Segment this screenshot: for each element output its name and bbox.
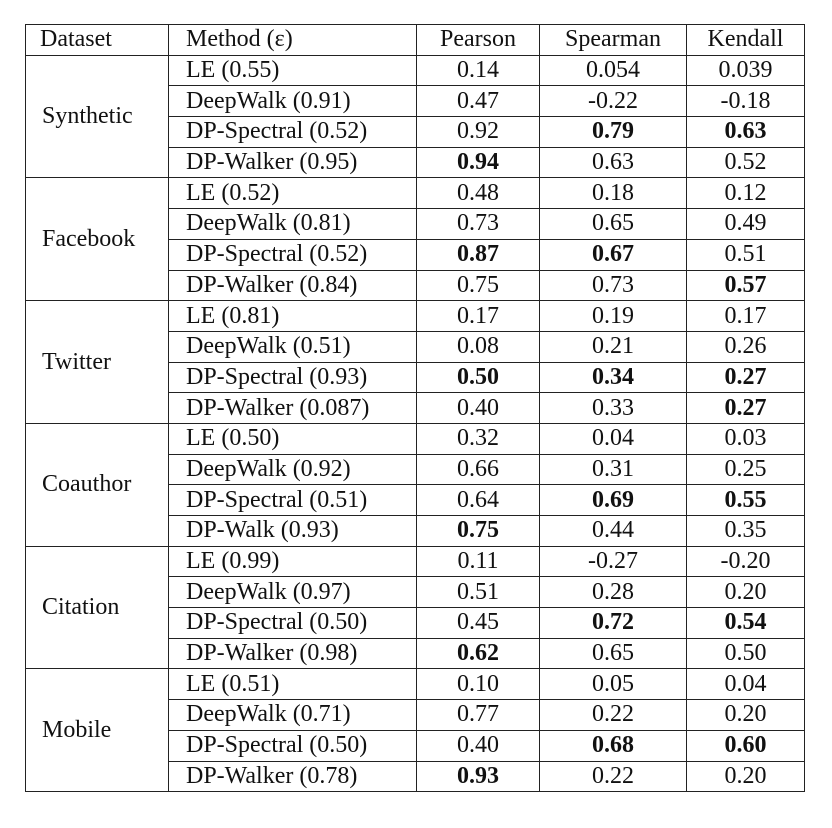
- dataset-cell: Twitter: [26, 301, 169, 424]
- spearman-cell: 0.34: [540, 362, 687, 393]
- kendall-cell: 0.63: [687, 117, 805, 148]
- spearman-cell: 0.68: [540, 730, 687, 761]
- kendall-cell: 0.49: [687, 209, 805, 240]
- method-cell: DP-Walker (0.95): [169, 147, 417, 178]
- kendall-cell: 0.35: [687, 516, 805, 547]
- method-cell: DP-Walk (0.93): [169, 516, 417, 547]
- dataset-cell: Citation: [26, 546, 169, 669]
- pearson-cell: 0.75: [417, 516, 540, 547]
- header-spearman: Spearman: [540, 25, 687, 56]
- kendall-cell: 0.039: [687, 55, 805, 86]
- method-cell: DeepWalk (0.81): [169, 209, 417, 240]
- dataset-cell: Coauthor: [26, 423, 169, 546]
- kendall-cell: -0.20: [687, 546, 805, 577]
- results-table-container: [25, 24, 805, 792]
- spearman-cell: 0.67: [540, 239, 687, 270]
- kendall-cell: 0.20: [687, 700, 805, 731]
- method-cell: DeepWalk (0.97): [169, 577, 417, 608]
- pearson-cell: 0.62: [417, 638, 540, 669]
- kendall-cell: 0.12: [687, 178, 805, 209]
- results-table: [25, 24, 805, 792]
- method-cell: DP-Walker (0.84): [169, 270, 417, 301]
- table-row: [26, 301, 805, 332]
- kendall-cell: 0.50: [687, 638, 805, 669]
- header-pearson: Pearson: [417, 25, 540, 56]
- spearman-cell: 0.63: [540, 147, 687, 178]
- pearson-cell: 0.73: [417, 209, 540, 240]
- table-body: [26, 55, 805, 792]
- spearman-cell: 0.22: [540, 761, 687, 792]
- method-cell: LE (0.99): [169, 546, 417, 577]
- spearman-cell: -0.27: [540, 546, 687, 577]
- header-method: Method (ε): [169, 25, 417, 56]
- spearman-cell: 0.31: [540, 454, 687, 485]
- method-cell: DeepWalk (0.92): [169, 454, 417, 485]
- method-cell: DeepWalk (0.51): [169, 331, 417, 362]
- spearman-cell: 0.65: [540, 209, 687, 240]
- spearman-cell: 0.04: [540, 423, 687, 454]
- spearman-cell: 0.79: [540, 117, 687, 148]
- pearson-cell: 0.50: [417, 362, 540, 393]
- pearson-cell: 0.51: [417, 577, 540, 608]
- spearman-cell: 0.18: [540, 178, 687, 209]
- pearson-cell: 0.75: [417, 270, 540, 301]
- method-cell: DP-Spectral (0.52): [169, 117, 417, 148]
- table-row: [26, 423, 805, 454]
- spearman-cell: 0.19: [540, 301, 687, 332]
- spearman-cell: 0.22: [540, 700, 687, 731]
- table-row: [26, 546, 805, 577]
- spearman-cell: 0.28: [540, 577, 687, 608]
- header-row: [26, 25, 805, 56]
- kendall-cell: 0.60: [687, 730, 805, 761]
- method-cell: DP-Walker (0.98): [169, 638, 417, 669]
- pearson-cell: 0.11: [417, 546, 540, 577]
- pearson-cell: 0.17: [417, 301, 540, 332]
- pearson-cell: 0.92: [417, 117, 540, 148]
- pearson-cell: 0.66: [417, 454, 540, 485]
- method-cell: LE (0.55): [169, 55, 417, 86]
- pearson-cell: 0.87: [417, 239, 540, 270]
- kendall-cell: 0.20: [687, 761, 805, 792]
- pearson-cell: 0.40: [417, 393, 540, 424]
- spearman-cell: 0.05: [540, 669, 687, 700]
- spearman-cell: 0.73: [540, 270, 687, 301]
- method-cell: DP-Walker (0.78): [169, 761, 417, 792]
- method-cell: LE (0.50): [169, 423, 417, 454]
- kendall-cell: 0.17: [687, 301, 805, 332]
- method-cell: DP-Spectral (0.50): [169, 730, 417, 761]
- method-cell: DP-Walker (0.087): [169, 393, 417, 424]
- kendall-cell: 0.03: [687, 423, 805, 454]
- pearson-cell: 0.48: [417, 178, 540, 209]
- pearson-cell: 0.47: [417, 86, 540, 117]
- method-cell: LE (0.52): [169, 178, 417, 209]
- spearman-cell: 0.65: [540, 638, 687, 669]
- kendall-cell: 0.04: [687, 669, 805, 700]
- kendall-cell: 0.26: [687, 331, 805, 362]
- method-cell: DP-Spectral (0.52): [169, 239, 417, 270]
- pearson-cell: 0.32: [417, 423, 540, 454]
- header-dataset: Dataset: [26, 25, 169, 56]
- kendall-cell: 0.27: [687, 362, 805, 393]
- pearson-cell: 0.45: [417, 608, 540, 639]
- kendall-cell: 0.25: [687, 454, 805, 485]
- kendall-cell: 0.57: [687, 270, 805, 301]
- table-row: [26, 178, 805, 209]
- method-cell: DeepWalk (0.91): [169, 86, 417, 117]
- table-row: [26, 669, 805, 700]
- method-cell: DP-Spectral (0.50): [169, 608, 417, 639]
- kendall-cell: 0.52: [687, 147, 805, 178]
- kendall-cell: 0.51: [687, 239, 805, 270]
- kendall-cell: 0.54: [687, 608, 805, 639]
- header-kendall: Kendall: [687, 25, 805, 56]
- dataset-cell: Facebook: [26, 178, 169, 301]
- spearman-cell: -0.22: [540, 86, 687, 117]
- pearson-cell: 0.64: [417, 485, 540, 516]
- pearson-cell: 0.08: [417, 331, 540, 362]
- kendall-cell: 0.20: [687, 577, 805, 608]
- method-cell: DP-Spectral (0.51): [169, 485, 417, 516]
- method-cell: LE (0.81): [169, 301, 417, 332]
- kendall-cell: -0.18: [687, 86, 805, 117]
- spearman-cell: 0.69: [540, 485, 687, 516]
- table-row: [26, 55, 805, 86]
- pearson-cell: 0.94: [417, 147, 540, 178]
- pearson-cell: 0.93: [417, 761, 540, 792]
- dataset-cell: Mobile: [26, 669, 169, 792]
- spearman-cell: 0.33: [540, 393, 687, 424]
- pearson-cell: 0.14: [417, 55, 540, 86]
- pearson-cell: 0.77: [417, 700, 540, 731]
- method-cell: LE (0.51): [169, 669, 417, 700]
- pearson-cell: 0.40: [417, 730, 540, 761]
- method-cell: DeepWalk (0.71): [169, 700, 417, 731]
- spearman-cell: 0.21: [540, 331, 687, 362]
- dataset-cell: Synthetic: [26, 55, 169, 178]
- spearman-cell: 0.44: [540, 516, 687, 547]
- kendall-cell: 0.55: [687, 485, 805, 516]
- spearman-cell: 0.72: [540, 608, 687, 639]
- method-cell: DP-Spectral (0.93): [169, 362, 417, 393]
- pearson-cell: 0.10: [417, 669, 540, 700]
- spearman-cell: 0.054: [540, 55, 687, 86]
- kendall-cell: 0.27: [687, 393, 805, 424]
